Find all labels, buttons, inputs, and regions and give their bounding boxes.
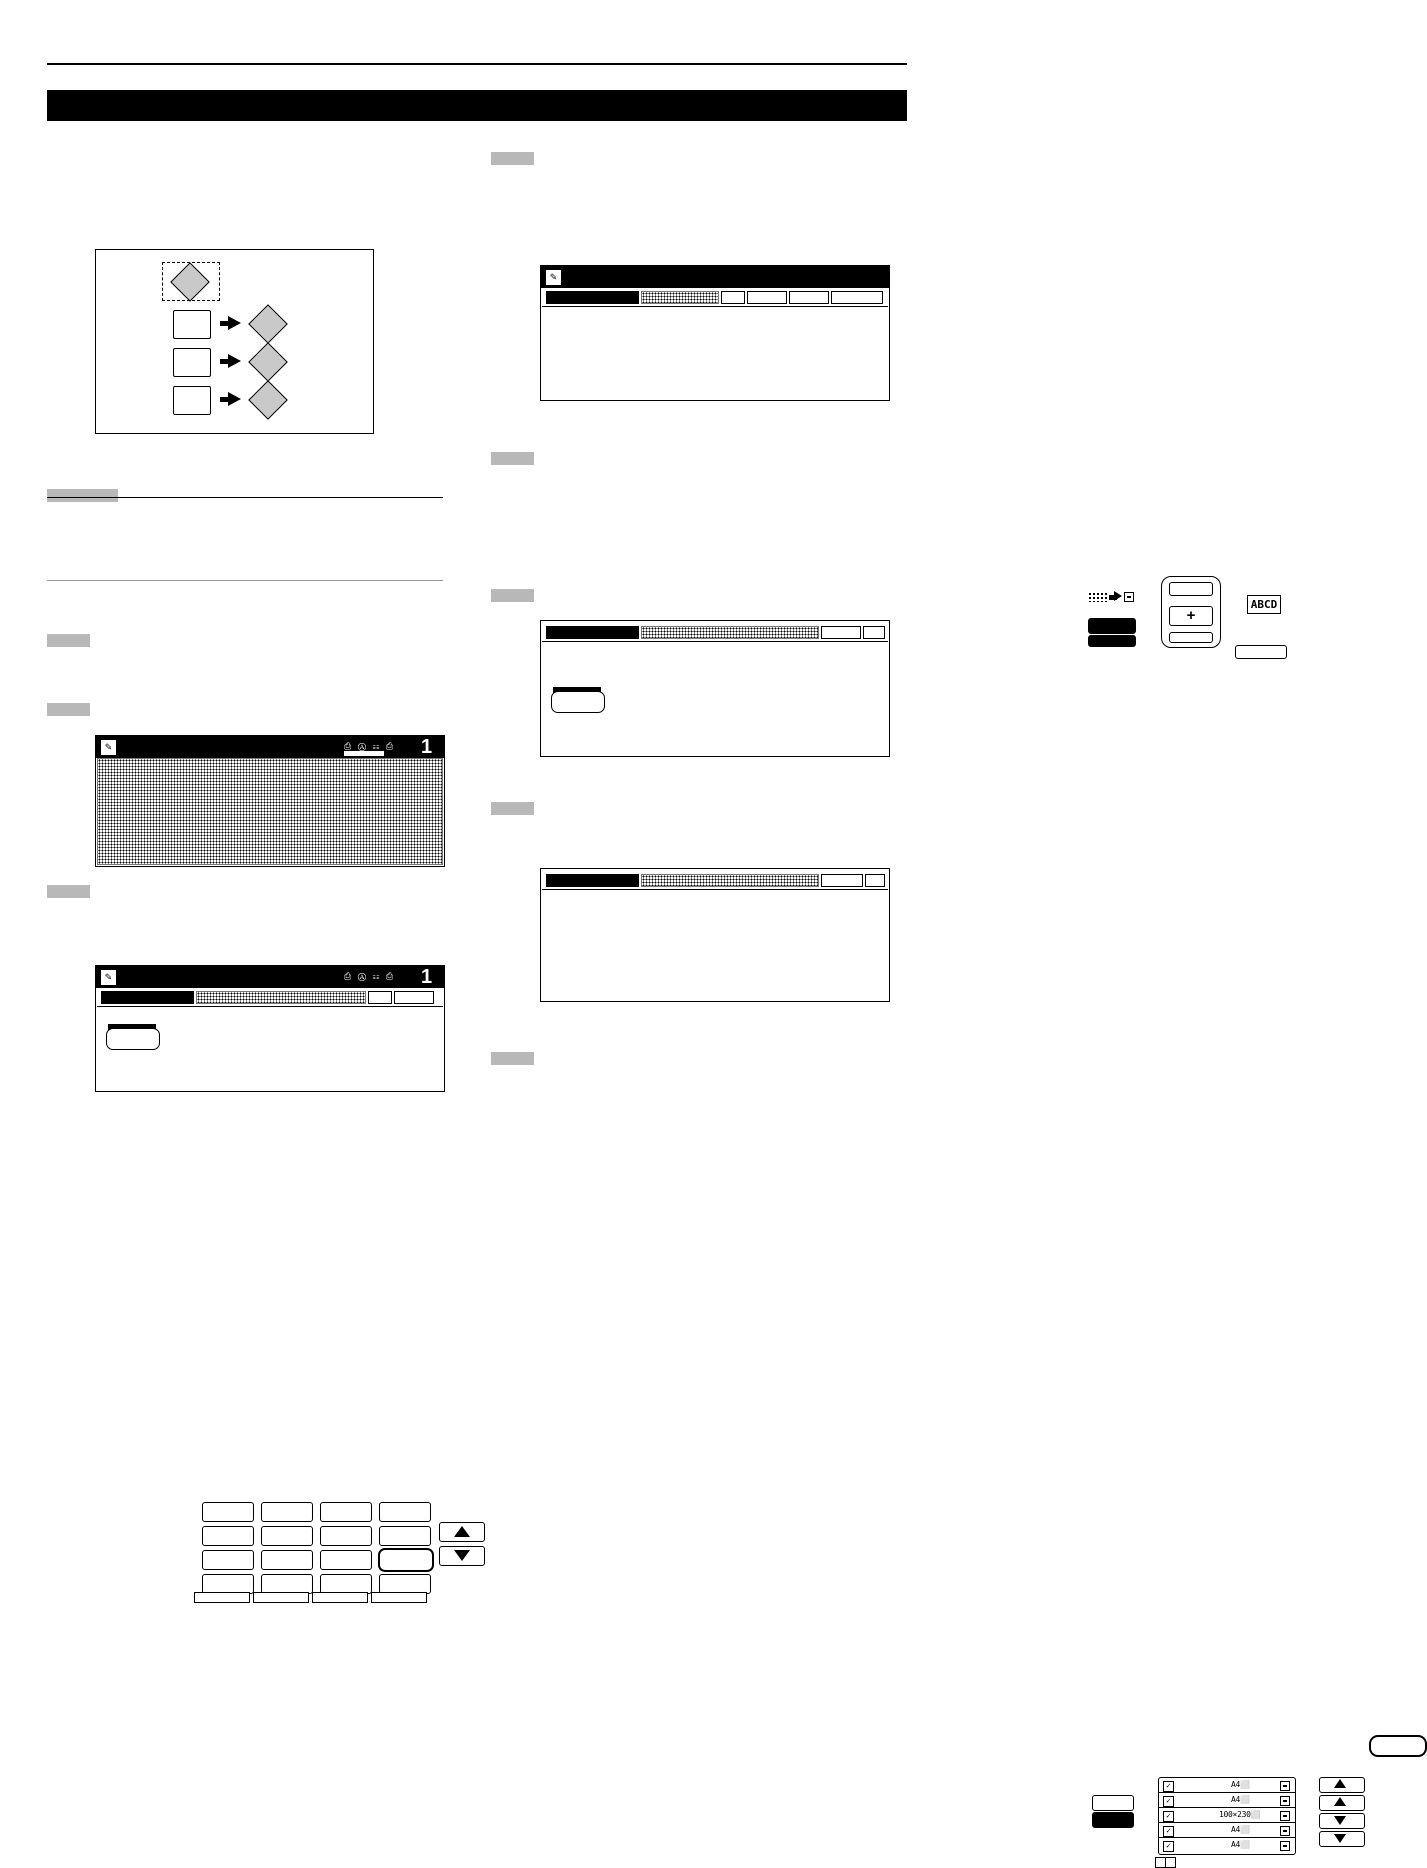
- program-key[interactable]: [320, 1550, 372, 1570]
- row-label: A4⬜: [1231, 1795, 1250, 1804]
- row-divider: [1159, 1822, 1295, 1823]
- program-key[interactable]: [261, 1574, 313, 1594]
- row-checkbox[interactable]: ✓: [1163, 1781, 1174, 1792]
- highlight-ring: [1369, 1735, 1427, 1757]
- copy-count: 1: [421, 966, 433, 988]
- row-label: A4⬜: [1231, 1840, 1250, 1849]
- inactive-tab-strip[interactable]: [641, 291, 719, 304]
- row-divider: [1159, 1792, 1295, 1793]
- active-tab[interactable]: [101, 991, 194, 1004]
- row-mark: [1280, 1841, 1290, 1851]
- counter-minus-button[interactable]: [1169, 582, 1213, 596]
- diagram-result-diamond-1: [248, 304, 288, 344]
- status-underline: [344, 751, 384, 756]
- scroll-down-icon: [454, 1550, 470, 1561]
- active-tab[interactable]: [546, 626, 639, 639]
- scroll-up-icon: [454, 1526, 470, 1537]
- status-icons: ⎙ Ⓐ ☷ ⎙: [344, 741, 396, 751]
- program-key[interactable]: [320, 1526, 372, 1546]
- document-icon: ✎: [100, 969, 117, 986]
- row-mark: [1280, 1826, 1290, 1836]
- row-mark: [1280, 1781, 1290, 1791]
- row-checkbox[interactable]: ✓: [1163, 1811, 1174, 1822]
- target-icon: [1124, 592, 1134, 602]
- tab-icon-button[interactable]: [368, 991, 392, 1004]
- right-step-tag-4: [491, 802, 534, 815]
- tab-button[interactable]: [831, 291, 883, 304]
- diagram-arrow-stem-2: [220, 359, 228, 364]
- panel-divider: [97, 1006, 443, 1007]
- right-step-tag-1: [491, 152, 534, 165]
- right-step-tag-5: [491, 1052, 534, 1065]
- document-list-panel[interactable]: [540, 868, 1261, 1850]
- left-rule-1: [47, 497, 443, 498]
- bottom-tab[interactable]: [312, 1592, 368, 1603]
- left-step-tag-3: [47, 703, 90, 716]
- panel-background-field: [97, 758, 443, 865]
- row-checkbox[interactable]: ✓: [1163, 1796, 1174, 1807]
- diagram-result-diamond-2: [248, 342, 288, 382]
- name-field-button[interactable]: [106, 1028, 160, 1050]
- left-step-tag-4: [47, 885, 90, 898]
- program-key[interactable]: [379, 1502, 431, 1522]
- program-key[interactable]: [320, 1502, 372, 1522]
- document-icon: ✎: [545, 269, 562, 286]
- program-key[interactable]: [261, 1526, 313, 1546]
- page-down-icon: [1334, 1816, 1346, 1825]
- tab-button[interactable]: [821, 626, 861, 639]
- source-pattern-icon: [1088, 592, 1108, 602]
- left-step-tag-2: [47, 634, 90, 647]
- selector-button-active[interactable]: [1092, 1812, 1134, 1828]
- bottom-tab[interactable]: [371, 1592, 427, 1603]
- page-bottom-icon: [1334, 1834, 1346, 1843]
- diagram-arrow-2: [228, 354, 241, 368]
- row-mark: [1280, 1796, 1290, 1806]
- source-arrow: [1114, 591, 1122, 601]
- mode-indicator-2: [1088, 635, 1136, 647]
- ok-button[interactable]: [1235, 645, 1287, 659]
- row-label: A4⬜: [1231, 1825, 1250, 1834]
- tab-icon-button[interactable]: [721, 291, 745, 304]
- program-key[interactable]: [202, 1574, 254, 1594]
- tab-button[interactable]: [394, 991, 434, 1004]
- counter-reset-button[interactable]: [1169, 632, 1213, 643]
- list-toggle-right[interactable]: [1165, 1857, 1176, 1868]
- copy-count: 1: [421, 736, 433, 758]
- tab-button[interactable]: [747, 291, 787, 304]
- active-tab[interactable]: [546, 874, 639, 887]
- tab-button[interactable]: [789, 291, 829, 304]
- character-entry-panel[interactable]: [540, 265, 1278, 624]
- sample-text-box: ABCD: [1247, 595, 1281, 614]
- diagram-blank-2: [173, 348, 211, 377]
- panel-title-bar: [541, 266, 889, 288]
- section-title-bar: [47, 90, 907, 121]
- diagram-arrow-stem-1: [220, 321, 228, 326]
- diagram-blank-3: [173, 386, 211, 415]
- panel-divider: [542, 889, 888, 890]
- tab-button[interactable]: [821, 874, 863, 887]
- program-key[interactable]: [320, 1574, 372, 1594]
- diagram-blank-1: [173, 310, 211, 339]
- mode-indicator: [1088, 618, 1136, 634]
- row-mark: [1280, 1811, 1290, 1821]
- panel-divider: [542, 641, 888, 642]
- originals-to-copies-diagram: [95, 249, 374, 434]
- right-step-tag-3: [491, 589, 534, 602]
- diagram-arrow-stem-3: [220, 397, 228, 402]
- tab-button-highlighted[interactable]: [865, 874, 885, 887]
- name-entry-panel[interactable]: [95, 965, 445, 1092]
- program-key[interactable]: [379, 1574, 431, 1594]
- confirm-panel[interactable]: [540, 620, 890, 757]
- page-up-icon: [1334, 1797, 1346, 1806]
- right-step-tag-2: [491, 452, 534, 465]
- active-tab[interactable]: [546, 291, 639, 304]
- row-divider: [1159, 1837, 1295, 1838]
- plus-icon: +: [1186, 607, 1196, 624]
- left-step-tag-1: [47, 489, 118, 502]
- row-label: 100×230⬜: [1219, 1810, 1261, 1819]
- header-rule: [47, 63, 907, 65]
- status-icons: ⎙ Ⓐ ☷ ⎙: [344, 971, 396, 981]
- diagram-result-diamond-3: [248, 380, 288, 420]
- program-selection-panel[interactable]: [95, 735, 445, 867]
- bottom-tab[interactable]: [194, 1592, 250, 1603]
- panel-divider: [542, 306, 888, 307]
- program-key[interactable]: [202, 1550, 254, 1570]
- program-key[interactable]: [261, 1550, 313, 1570]
- inactive-tab-strip[interactable]: [196, 991, 366, 1004]
- program-key[interactable]: [379, 1526, 431, 1546]
- inactive-tab-strip[interactable]: [641, 874, 819, 887]
- tab-button[interactable]: [863, 626, 885, 639]
- selector-button[interactable]: [1092, 1795, 1134, 1811]
- row-label: A4⬜: [1231, 1780, 1250, 1789]
- document-icon: ✎: [100, 739, 117, 756]
- program-key-selected[interactable]: [378, 1548, 434, 1572]
- inactive-tab-strip[interactable]: [641, 626, 819, 639]
- page-top-icon: [1334, 1779, 1346, 1788]
- program-key[interactable]: [202, 1526, 254, 1546]
- diagram-arrow-1: [228, 316, 241, 330]
- row-checkbox[interactable]: ✓: [1163, 1841, 1174, 1852]
- program-key[interactable]: [261, 1502, 313, 1522]
- program-key[interactable]: [202, 1502, 254, 1522]
- left-rule-2: [47, 580, 443, 581]
- confirm-field-button[interactable]: [551, 691, 605, 713]
- row-checkbox[interactable]: ✓: [1163, 1826, 1174, 1837]
- bottom-tab[interactable]: [253, 1592, 309, 1603]
- row-divider: [1159, 1807, 1295, 1808]
- diagram-arrow-3: [228, 392, 241, 406]
